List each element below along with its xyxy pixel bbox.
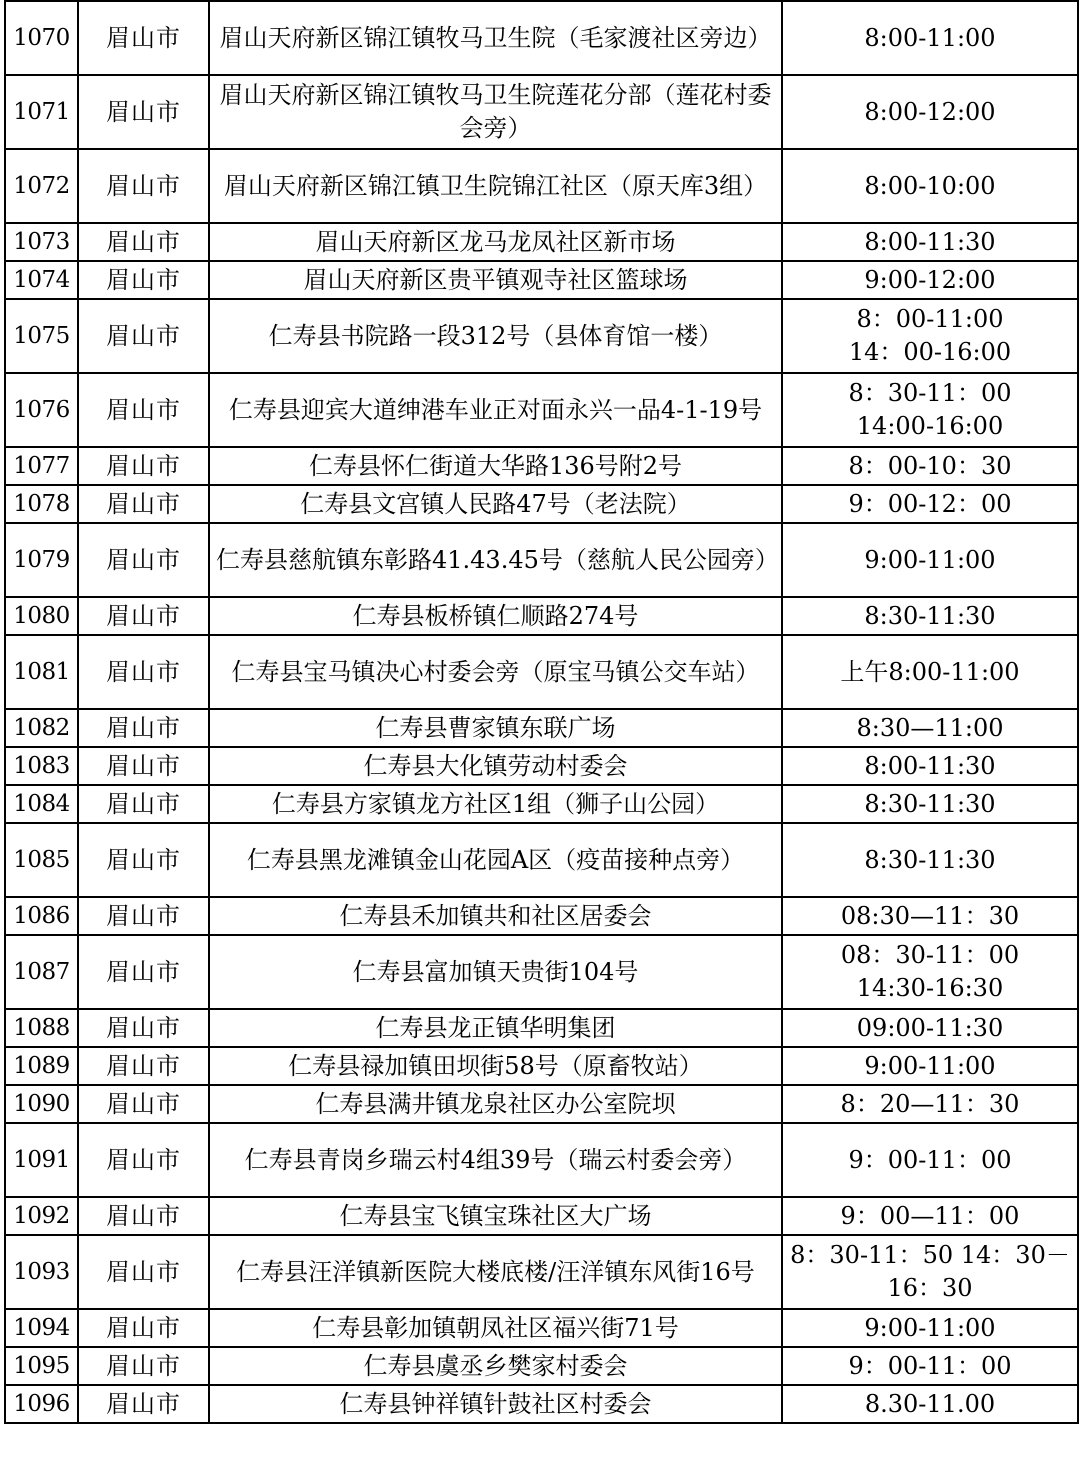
row-number-cell: 1087 [5, 935, 78, 1009]
time-line: 8:30-11:30 [864, 601, 996, 630]
time-line: 09:00-11:30 [856, 1013, 1004, 1042]
row-number-cell: 1095 [5, 1347, 78, 1385]
table-row [5, 897, 1078, 935]
row-number-cell: 1088 [5, 1009, 78, 1047]
city-cell: 眉山市 [78, 1123, 209, 1197]
table-row [5, 823, 1078, 897]
address-cell: 仁寿县怀仁街道大华路136号附2号 [209, 447, 782, 485]
address-cell: 仁寿县迎宾大道绅港车业正对面永兴一品4-1-19号 [209, 373, 782, 447]
address-cell: 仁寿县黑龙滩镇金山花园A区（疫苗接种点旁） [209, 823, 782, 897]
time-cell [782, 485, 1078, 523]
time-cell [782, 1085, 1078, 1123]
time-cell [782, 823, 1078, 897]
table-row [5, 1197, 1078, 1235]
time-line: 9：00-11：00 [848, 1351, 1012, 1380]
time-line: 8:00-11:00 [864, 23, 996, 52]
row-number-cell: 1078 [5, 485, 78, 523]
address-cell: 眉山天府新区锦江镇牧马卫生院莲花分部（莲花村委会旁） [209, 75, 782, 149]
address-cell: 仁寿县龙正镇华明集团 [209, 1009, 782, 1047]
time-cell [782, 223, 1078, 261]
time-cell [782, 1123, 1078, 1197]
time-cell [782, 1385, 1078, 1423]
time-cell [782, 1, 1078, 75]
row-number-cell: 1085 [5, 823, 78, 897]
table-row [5, 709, 1078, 747]
city-cell: 眉山市 [78, 1, 209, 75]
address-cell: 仁寿县青岗乡瑞云村4组39号（瑞云村委会旁） [209, 1123, 782, 1197]
address-cell: 仁寿县方家镇龙方社区1组（狮子山公园） [209, 785, 782, 823]
city-cell: 眉山市 [78, 935, 209, 1009]
address-cell: 仁寿县禾加镇共和社区居委会 [209, 897, 782, 935]
city-cell: 眉山市 [78, 485, 209, 523]
row-number-cell: 1077 [5, 447, 78, 485]
table-row [5, 935, 1078, 1009]
address-cell: 仁寿县富加镇天贵街104号 [209, 935, 782, 1009]
time-cell [782, 935, 1078, 1009]
time-line: 9：00-12：00 [848, 489, 1012, 518]
row-number-cell: 1089 [5, 1047, 78, 1085]
address-cell: 仁寿县板桥镇仁顺路274号 [209, 597, 782, 635]
row-number-cell: 1073 [5, 223, 78, 261]
time-line: 9:00-11:00 [864, 1313, 996, 1342]
time-cell [782, 1347, 1078, 1385]
time-cell [782, 149, 1078, 223]
address-cell: 仁寿县宝马镇决心村委会旁（原宝马镇公交车站） [209, 635, 782, 709]
city-cell: 眉山市 [78, 635, 209, 709]
row-number-cell: 1093 [5, 1235, 78, 1309]
address-cell: 仁寿县虞丞乡樊家村委会 [209, 1347, 782, 1385]
row-number-cell: 1091 [5, 1123, 78, 1197]
row-number-cell: 1094 [5, 1309, 78, 1347]
address-cell: 仁寿县大化镇劳动村委会 [209, 747, 782, 785]
address-cell: 仁寿县禄加镇田坝街58号（原畜牧站） [209, 1047, 782, 1085]
row-number-cell: 1096 [5, 1385, 78, 1423]
table-row [5, 223, 1078, 261]
time-cell [782, 261, 1078, 299]
city-cell: 眉山市 [78, 785, 209, 823]
time-line: 8:00-11:30 [864, 751, 996, 780]
city-cell: 眉山市 [78, 373, 209, 447]
time-cell [782, 299, 1078, 373]
time-line: 8：30-11：50 14：30－16：30 [790, 1241, 1070, 1302]
row-number-cell: 1084 [5, 785, 78, 823]
time-cell [782, 785, 1078, 823]
time-line: 8:00-10:00 [864, 171, 996, 200]
time-line: 14：00-16:00 [848, 338, 1012, 366]
city-cell: 眉山市 [78, 1197, 209, 1235]
table-row [5, 523, 1078, 597]
city-cell: 眉山市 [78, 1085, 209, 1123]
time-cell [782, 897, 1078, 935]
city-cell: 眉山市 [78, 447, 209, 485]
time-cell [782, 1009, 1078, 1047]
table-row [5, 635, 1078, 709]
row-number-cell: 1082 [5, 709, 78, 747]
time-cell [782, 447, 1078, 485]
time-cell [782, 635, 1078, 709]
address-cell: 仁寿县慈航镇东彰路41.43.45号（慈航人民公园旁） [209, 523, 782, 597]
time-line: 8：30-11：00 [848, 379, 1012, 407]
row-number-cell: 1090 [5, 1085, 78, 1123]
table-row [5, 1009, 1078, 1047]
row-number-cell: 1075 [5, 299, 78, 373]
time-cell [782, 1309, 1078, 1347]
address-cell: 仁寿县汪洋镇新医院大楼底楼/汪洋镇东风街16号 [209, 1235, 782, 1309]
time-line: 8:30—11:00 [856, 713, 1004, 742]
row-number-cell: 1080 [5, 597, 78, 635]
time-cell [782, 373, 1078, 447]
time-line: 8:00-12:00 [864, 97, 996, 126]
table-row [5, 1085, 1078, 1123]
address-cell: 仁寿县满井镇龙泉社区办公室院坝 [209, 1085, 782, 1123]
time-line: 8：00-11:00 [856, 305, 1004, 333]
address-cell: 仁寿县宝飞镇宝珠社区大广场 [209, 1197, 782, 1235]
city-cell: 眉山市 [78, 149, 209, 223]
row-number-cell: 1083 [5, 747, 78, 785]
time-cell [782, 75, 1078, 149]
table-row [5, 1123, 1078, 1197]
row-number-cell: 1074 [5, 261, 78, 299]
city-cell: 眉山市 [78, 747, 209, 785]
time-line: 08:30—11：30 [840, 901, 1020, 930]
time-line: 9：00—11：00 [840, 1201, 1020, 1230]
address-cell: 仁寿县曹家镇东联广场 [209, 709, 782, 747]
time-line: 8：20—11：30 [840, 1089, 1020, 1118]
city-cell: 眉山市 [78, 897, 209, 935]
row-number-cell: 1079 [5, 523, 78, 597]
city-cell: 眉山市 [78, 523, 209, 597]
table-row [5, 1347, 1078, 1385]
time-line: 8:00-11:30 [864, 227, 996, 256]
time-cell [782, 1235, 1078, 1309]
time-line: 上午8:00-11:00 [840, 657, 1020, 686]
table-body [5, 1, 1078, 1423]
time-cell [782, 747, 1078, 785]
city-cell: 眉山市 [78, 709, 209, 747]
time-line: 14:00-16:00 [856, 412, 1004, 440]
table-row [5, 1309, 1078, 1347]
address-cell: 眉山天府新区锦江镇卫生院锦江社区（原天库3组） [209, 149, 782, 223]
table-row [5, 373, 1078, 447]
table-row [5, 1047, 1078, 1085]
address-cell: 仁寿县彰加镇朝凤社区福兴街71号 [209, 1309, 782, 1347]
time-cell [782, 1047, 1078, 1085]
address-cell: 仁寿县钟祥镇针鼓社区村委会 [209, 1385, 782, 1423]
time-line: 8：00-10：30 [848, 451, 1012, 480]
city-cell: 眉山市 [78, 823, 209, 897]
row-number-cell: 1086 [5, 897, 78, 935]
time-line: 14:30-16:30 [856, 974, 1004, 1002]
city-cell: 眉山市 [78, 1385, 209, 1423]
time-cell [782, 1197, 1078, 1235]
row-number-cell: 1070 [5, 1, 78, 75]
city-cell: 眉山市 [78, 1309, 209, 1347]
city-cell: 眉山市 [78, 299, 209, 373]
time-cell [782, 597, 1078, 635]
row-number-cell: 1072 [5, 149, 78, 223]
time-cell [782, 709, 1078, 747]
city-cell: 眉山市 [78, 223, 209, 261]
table-row [5, 1385, 1078, 1423]
city-cell: 眉山市 [78, 75, 209, 149]
table-row [5, 75, 1078, 149]
time-line: 9:00-12:00 [864, 265, 996, 294]
row-number-cell: 1071 [5, 75, 78, 149]
time-line: 08：30-11：00 [840, 941, 1020, 969]
address-cell: 仁寿县书院路一段312号（县体育馆一楼） [209, 299, 782, 373]
table-row [5, 447, 1078, 485]
table-row [5, 485, 1078, 523]
row-number-cell: 1076 [5, 373, 78, 447]
city-cell: 眉山市 [78, 1047, 209, 1085]
row-number-cell: 1092 [5, 1197, 78, 1235]
vaccination-site-table [4, 0, 1077, 1424]
time-cell [782, 523, 1078, 597]
time-line: 9:00-11:00 [864, 545, 996, 574]
table-row [5, 1235, 1078, 1309]
city-cell: 眉山市 [78, 261, 209, 299]
address-cell: 眉山天府新区锦江镇牧马卫生院（毛家渡社区旁边） [209, 1, 782, 75]
city-cell: 眉山市 [78, 597, 209, 635]
time-line: 9:00-11:00 [864, 1051, 996, 1080]
table-row [5, 597, 1078, 635]
address-cell: 眉山天府新区龙马龙凤社区新市场 [209, 223, 782, 261]
table-row [5, 149, 1078, 223]
row-number-cell: 1081 [5, 635, 78, 709]
time-line: 9：00-11：00 [848, 1145, 1012, 1174]
table-row [5, 299, 1078, 373]
time-line: 8.30-11.00 [864, 1389, 996, 1418]
site-table [4, 0, 1079, 1424]
city-cell: 眉山市 [78, 1235, 209, 1309]
table-row [5, 261, 1078, 299]
address-cell: 仁寿县文宫镇人民路47号（老法院） [209, 485, 782, 523]
city-cell: 眉山市 [78, 1347, 209, 1385]
time-line: 8:30-11:30 [864, 789, 996, 818]
table-row [5, 785, 1078, 823]
city-cell: 眉山市 [78, 1009, 209, 1047]
table-row [5, 1, 1078, 75]
table-row [5, 747, 1078, 785]
address-cell: 眉山天府新区贵平镇观寺社区篮球场 [209, 261, 782, 299]
time-line: 8:30-11:30 [864, 845, 996, 874]
